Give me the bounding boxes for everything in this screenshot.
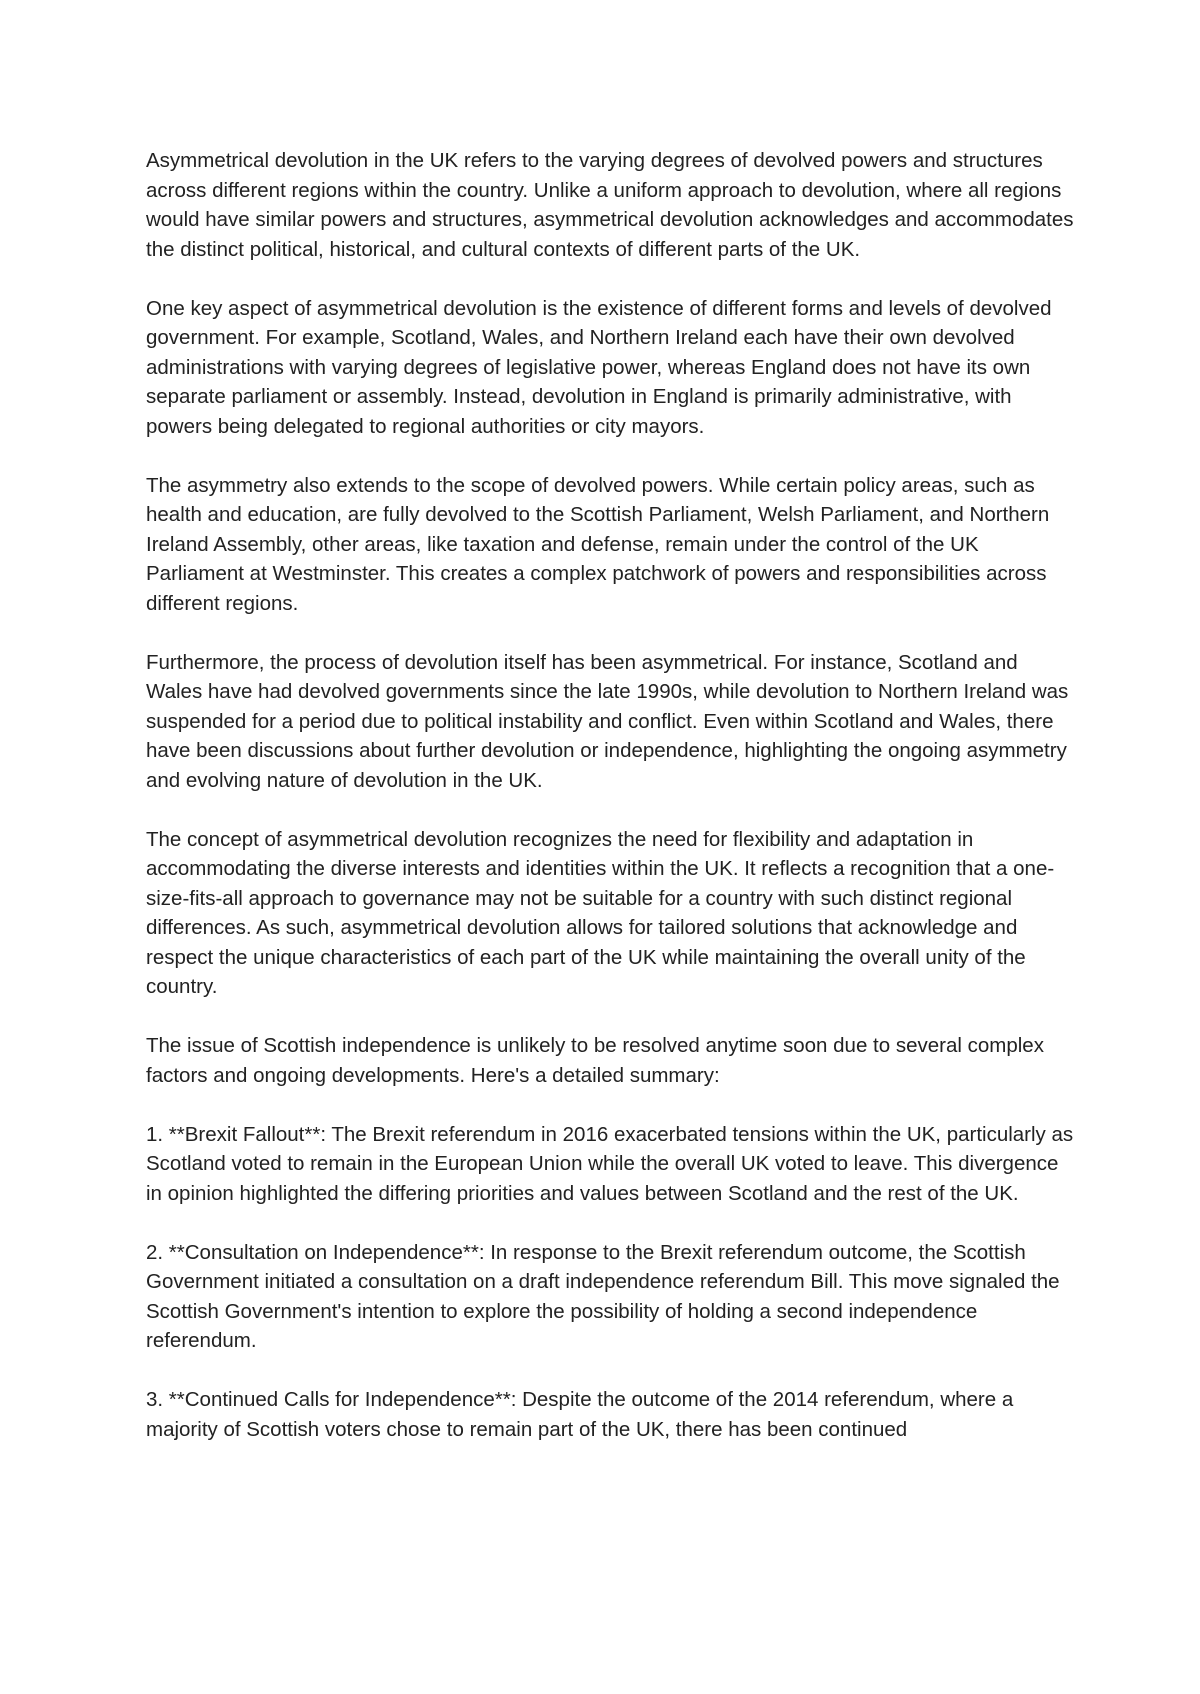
paragraph-asymmetrical-devolution-intro: Asymmetrical devolution in the UK refers to the varying degrees of devolved powers and structures across different regions within the country. Unlike a uniform approach to devolution, where all regions would have similar powers and structures, asymmetrical devolution acknowledges and accommodates the distinct political, historical, and cultural contexts of different parts of the UK.	[146, 149, 1074, 261]
paragraph-forms-of-government: One key aspect of asymmetrical devolution is the existence of different forms and levels of devolved government. For example, Scotland, Wales, and Northern Ireland each have their own devolved administrations with varying degrees of legislative power, whereas England does not have its own separate parliament or assembly. Instead, devolution in England is primarily administrative, with powers being delegated to regional authorities or city mayors.	[146, 296, 1052, 438]
paragraph-concept-conclusion: The concept of asymmetrical devolution recognizes the need for flexibility and adaptation in accommodating the diverse interests and identities within the UK. It reflects a recognition that a one-size-fits-all approach to governance may not be suitable for a country with such distinct regional differences. As such, asymmetrical devolution allows for tailored solutions that acknowledge and respect the unique characteristics of each part of the UK while maintaining the overall unity of the country.	[146, 827, 1055, 998]
list-item-consultation-on-independence: 2. **Consultation on Independence**: In response to the Brexit referendum outcome, the Scottish Government initiated a consultation on a draft independence referendum Bill. This move signaled the Scottish Government's intention to explore the possibility of holding a second independence referendum.	[146, 1240, 1060, 1352]
paragraph-scottish-independence-intro: The issue of Scottish independence is unlikely to be resolved anytime soon due to several complex factors and ongoing developments. Here's a detailed summary:	[146, 1034, 1044, 1087]
paragraph-scope-of-powers: The asymmetry also extends to the scope of devolved powers. While certain policy areas, such as health and education, are fully devolved to the Scottish Parliament, Welsh Parliament, and Northern Ireland Assembly, other areas, like taxation and defense, remain under the control of the UK Parliament at Westminster. This creates a complex patchwork of powers and responsibilities across different regions.	[146, 473, 1050, 615]
list-item-brexit-fallout: 1. **Brexit Fallout**: The Brexit referendum in 2016 exacerbated tensions within the UK, particularly as Scotland voted to remain in the European Union while the overall UK voted to leave. This divergence in opinion highlighted the differing priorities and values between Scotland and the rest of the UK.	[146, 1122, 1074, 1205]
paragraph-process-of-devolution: Furthermore, the process of devolution itself has been asymmetrical. For instance, Scotland and Wales have had devolved governments since the late 1990s, while devolution to Northern Ireland was suspended for a period due to political instability and conflict. Even within Scotland and Wales, there have been discussions about further devolution or independence, highlighting the ongoing asymmetry and evolving nature of devolution in the UK.	[146, 650, 1069, 792]
list-item-continued-calls: 3. **Continued Calls for Independence**: Despite the outcome of the 2014 referendum, where a majority of Scottish voters chose to remain part of the UK, there has been continued	[146, 1388, 1014, 1441]
document-body	[146, 146, 1076, 1474]
